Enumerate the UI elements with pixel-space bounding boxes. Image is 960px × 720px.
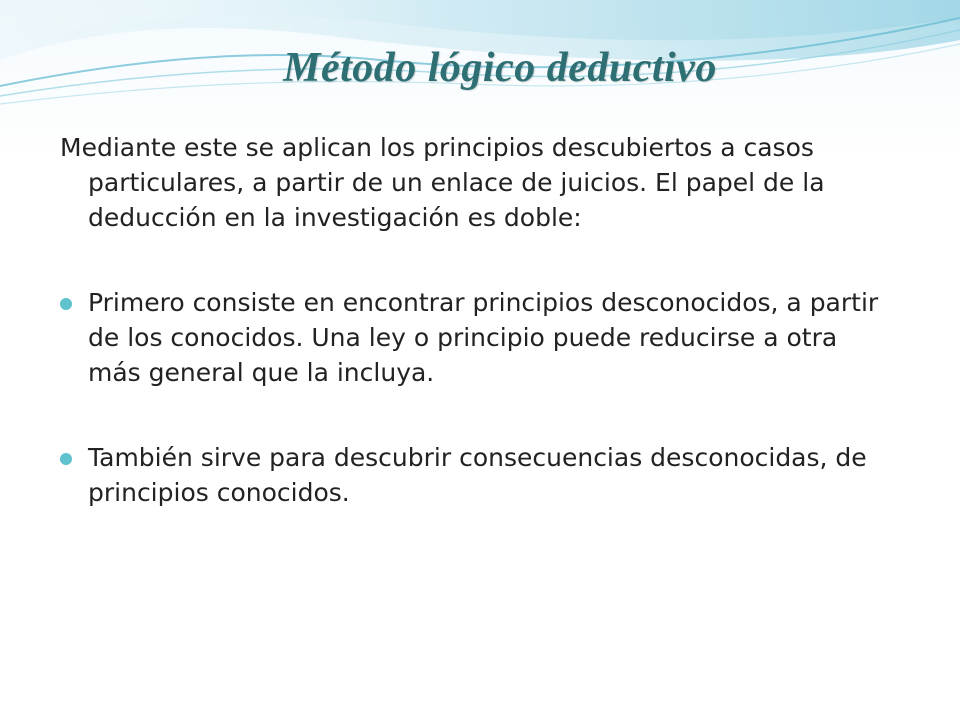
intro-paragraph: Mediante este se aplican los principios descubiertos a casos particulares, a partir de un enlace de juicios. El papel de la deducción en la investigación es doble:	[60, 133, 825, 232]
slide-body	[60, 130, 890, 560]
bullet-dot-icon	[60, 453, 72, 465]
bullet-dot-icon	[60, 298, 72, 310]
bullet-item	[60, 440, 890, 510]
bullet-text: También sirve para descubrir consecuencias desconocidas, de principios conocidos.	[88, 443, 867, 507]
bullet-text: Primero consiste en encontrar principios desconocidos, a partir de los conocidos. Una ley o principio puede reducirse a otra más general que la incluya.	[88, 288, 879, 387]
bullet-item	[60, 285, 890, 390]
slide-title: Método lógico deductivo	[283, 45, 717, 91]
